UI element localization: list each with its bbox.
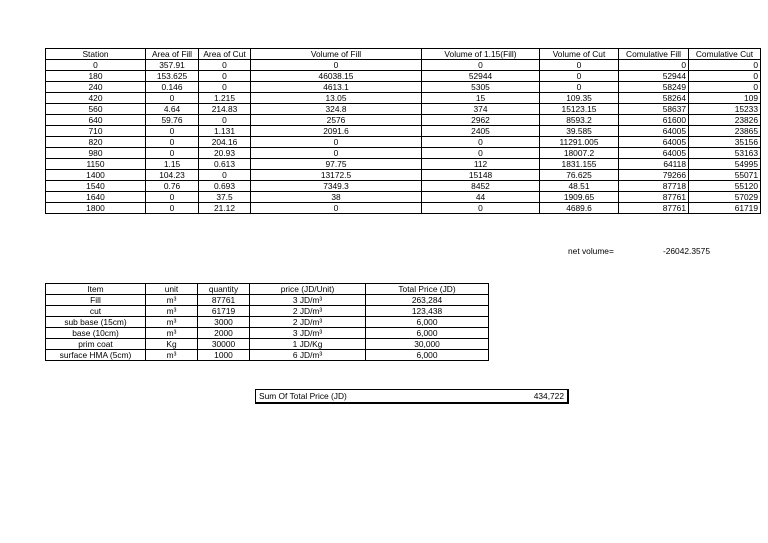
table-cell: 15 <box>422 93 540 104</box>
table-cell: 61719 <box>198 306 250 317</box>
table-cell: 0 <box>540 71 619 82</box>
price-table-row <box>46 306 489 317</box>
table-cell: 820 <box>46 137 146 148</box>
table-cell: 4613.1 <box>251 82 422 93</box>
table-cell: 2 JD/m³ <box>250 306 366 317</box>
volume-table-row <box>46 159 761 170</box>
table-cell: 61719 <box>689 203 761 214</box>
table-cell: 263,284 <box>366 295 489 306</box>
table-cell: 57029 <box>689 192 761 203</box>
table-cell: 0.693 <box>199 181 251 192</box>
table-cell: 0 <box>422 137 540 148</box>
table-cell: 0 <box>251 203 422 214</box>
table-cell: 109 <box>689 93 761 104</box>
table-cell: 6 JD/m³ <box>250 350 366 361</box>
table-cell: 3000 <box>198 317 250 328</box>
volume-table-row <box>46 115 761 126</box>
volume-table-row <box>46 93 761 104</box>
table-cell: 710 <box>46 126 146 137</box>
sum-total-box <box>255 389 569 404</box>
header-area-of-cut: Area of Cut <box>199 49 251 60</box>
table-cell: m³ <box>146 306 198 317</box>
table-cell: 15148 <box>422 170 540 181</box>
table-cell: 324.8 <box>251 104 422 115</box>
price-table-row <box>46 295 489 306</box>
header-area-of-fill: Area of Fill <box>146 49 199 60</box>
table-cell: 240 <box>46 82 146 93</box>
table-cell: cut <box>46 306 146 317</box>
table-cell: 0 <box>146 192 199 203</box>
table-cell: 55071 <box>689 170 761 181</box>
table-cell: 0 <box>146 137 199 148</box>
table-cell: 87761 <box>198 295 250 306</box>
volume-table-row <box>46 203 761 214</box>
table-cell: 374 <box>422 104 540 115</box>
volume-table-row <box>46 82 761 93</box>
table-cell: 38 <box>251 192 422 203</box>
table-cell: 2000 <box>198 328 250 339</box>
table-cell: 0 <box>146 93 199 104</box>
table-cell: 6,000 <box>366 350 489 361</box>
header-item: Item <box>46 284 146 295</box>
table-cell: sub base (15cm) <box>46 317 146 328</box>
table-cell: 4.64 <box>146 104 199 115</box>
table-cell: 0 <box>540 60 619 71</box>
table-cell: 0 <box>146 203 199 214</box>
header-total-price: Total Price (JD) <box>366 284 489 295</box>
table-cell: 2091.6 <box>251 126 422 137</box>
table-cell: Kg <box>146 339 198 350</box>
table-cell: 0 <box>146 148 199 159</box>
table-cell: 20.93 <box>199 148 251 159</box>
table-cell: 0 <box>199 115 251 126</box>
table-cell: 3 JD/m³ <box>250 295 366 306</box>
header-cumulative-cut: Comulative Cut <box>689 49 761 60</box>
table-cell: 980 <box>46 148 146 159</box>
table-cell: 109.35 <box>540 93 619 104</box>
table-cell: 0 <box>619 60 689 71</box>
table-cell: 13172.5 <box>251 170 422 181</box>
price-table-header-row <box>46 284 489 295</box>
table-cell: 6,000 <box>366 328 489 339</box>
table-cell: m³ <box>146 328 198 339</box>
volume-table-header-row <box>46 49 761 60</box>
table-cell: 15233 <box>689 104 761 115</box>
volume-table-row <box>46 181 761 192</box>
table-cell: 64005 <box>619 126 689 137</box>
table-cell: 48.51 <box>540 181 619 192</box>
table-cell: 64118 <box>619 159 689 170</box>
table-cell: 18007.2 <box>540 148 619 159</box>
table-cell: 420 <box>46 93 146 104</box>
table-cell: 1800 <box>46 203 146 214</box>
table-cell: 180 <box>46 71 146 82</box>
table-cell: 214.83 <box>199 104 251 115</box>
table-cell: base (10cm) <box>46 328 146 339</box>
volume-table-row <box>46 170 761 181</box>
table-cell: 0.76 <box>146 181 199 192</box>
table-cell: 0 <box>199 60 251 71</box>
table-cell: 64005 <box>619 148 689 159</box>
table-cell: 15123.15 <box>540 104 619 115</box>
table-cell: 1909.65 <box>540 192 619 203</box>
table-cell: 52944 <box>422 71 540 82</box>
table-cell: 0 <box>199 71 251 82</box>
table-cell: 8452 <box>422 181 540 192</box>
table-cell: 0 <box>199 82 251 93</box>
table-cell: 64005 <box>619 137 689 148</box>
table-cell: 6,000 <box>366 317 489 328</box>
table-cell: 11291.005 <box>540 137 619 148</box>
net-volume <box>568 246 710 257</box>
table-cell: 2576 <box>251 115 422 126</box>
table-cell: 97.75 <box>251 159 422 170</box>
table-cell: 87718 <box>619 181 689 192</box>
table-cell: 1150 <box>46 159 146 170</box>
table-cell: 0 <box>251 60 422 71</box>
table-cell: 54995 <box>689 159 761 170</box>
table-cell: 1.15 <box>146 159 199 170</box>
table-cell: 0 <box>199 170 251 181</box>
table-cell: 61600 <box>619 115 689 126</box>
table-cell: 5305 <box>422 82 540 93</box>
table-cell: 1.215 <box>199 93 251 104</box>
table-cell: 0 <box>251 148 422 159</box>
table-cell: 46038.15 <box>251 71 422 82</box>
table-cell: 58249 <box>619 82 689 93</box>
price-table-row <box>46 339 489 350</box>
table-cell: 30000 <box>198 339 250 350</box>
table-cell: 153.625 <box>146 71 199 82</box>
table-cell: 1831.155 <box>540 159 619 170</box>
table-cell: 0 <box>689 71 761 82</box>
header-station: Station <box>46 49 146 60</box>
table-cell: 1.131 <box>199 126 251 137</box>
sum-total-label: Sum Of Total Price (JD) <box>259 391 347 401</box>
volume-table <box>45 48 761 214</box>
price-table-row <box>46 350 489 361</box>
price-table-body <box>46 295 489 361</box>
table-cell: 7349.3 <box>251 181 422 192</box>
table-cell: 1640 <box>46 192 146 203</box>
table-cell: 76.625 <box>540 170 619 181</box>
table-cell: 640 <box>46 115 146 126</box>
table-cell: 79266 <box>619 170 689 181</box>
table-cell: 8593.2 <box>540 115 619 126</box>
table-cell: 0 <box>422 203 540 214</box>
table-cell: 2 JD/m³ <box>250 317 366 328</box>
table-cell: 59.76 <box>146 115 199 126</box>
table-cell: m³ <box>146 295 198 306</box>
table-cell: 53163 <box>689 148 761 159</box>
volume-table-row <box>46 137 761 148</box>
volume-table-row <box>46 148 761 159</box>
table-cell: 23826 <box>689 115 761 126</box>
table-cell: 23865 <box>689 126 761 137</box>
table-cell: 35156 <box>689 137 761 148</box>
table-cell: 0 <box>422 60 540 71</box>
header-volume-of-fill-115: Volume of 1.15(Fill) <box>422 49 540 60</box>
price-table <box>45 283 489 361</box>
volume-table-row <box>46 104 761 115</box>
header-quantity: quantity <box>198 284 250 295</box>
table-cell: 1000 <box>198 350 250 361</box>
table-cell: 0 <box>46 60 146 71</box>
table-cell: surface HMA (5cm) <box>46 350 146 361</box>
table-cell: 55120 <box>689 181 761 192</box>
table-cell: 0 <box>422 148 540 159</box>
table-cell: 1540 <box>46 181 146 192</box>
table-cell: 560 <box>46 104 146 115</box>
price-table-row <box>46 328 489 339</box>
table-cell: 13.05 <box>251 93 422 104</box>
table-cell: 104.23 <box>146 170 199 181</box>
table-cell: 2405 <box>422 126 540 137</box>
volume-table-row <box>46 71 761 82</box>
table-cell: 123,438 <box>366 306 489 317</box>
table-cell: 87761 <box>619 203 689 214</box>
table-cell: 30,000 <box>366 339 489 350</box>
volume-table-row <box>46 60 761 71</box>
table-cell: 357.91 <box>146 60 199 71</box>
table-cell: prim coat <box>46 339 146 350</box>
table-cell: 87761 <box>619 192 689 203</box>
header-volume-of-fill: Volume of Fill <box>251 49 422 60</box>
table-cell: 0 <box>251 137 422 148</box>
volume-table-row <box>46 192 761 203</box>
table-cell: 52944 <box>619 71 689 82</box>
table-cell: 0 <box>146 126 199 137</box>
table-cell: 37.5 <box>199 192 251 203</box>
table-cell: m³ <box>146 350 198 361</box>
table-cell: 112 <box>422 159 540 170</box>
table-cell: 1400 <box>46 170 146 181</box>
table-cell: 44 <box>422 192 540 203</box>
table-cell: 58637 <box>619 104 689 115</box>
table-cell: 2962 <box>422 115 540 126</box>
table-cell: Fill <box>46 295 146 306</box>
sum-total-value: 434,722 <box>533 391 564 401</box>
volume-table-body <box>46 60 761 214</box>
price-table-row <box>46 317 489 328</box>
table-cell: 3 JD/m³ <box>250 328 366 339</box>
net-volume-label: net volume= <box>568 246 614 256</box>
table-cell: 58264 <box>619 93 689 104</box>
header-price: price (JD/Unit) <box>250 284 366 295</box>
header-cumulative-fill: Comulative Fill <box>619 49 689 60</box>
table-cell: 4689.6 <box>540 203 619 214</box>
table-cell: 21.12 <box>199 203 251 214</box>
table-cell: 0 <box>540 82 619 93</box>
table-cell: 39.585 <box>540 126 619 137</box>
header-volume-of-cut: Volume of Cut <box>540 49 619 60</box>
header-unit: unit <box>146 284 198 295</box>
table-cell: 0.613 <box>199 159 251 170</box>
volume-table-row <box>46 126 761 137</box>
table-cell: 1 JD/Kg <box>250 339 366 350</box>
table-cell: m³ <box>146 317 198 328</box>
table-cell: 0 <box>689 82 761 93</box>
table-cell: 204.16 <box>199 137 251 148</box>
table-cell: 0.146 <box>146 82 199 93</box>
table-cell: 0 <box>689 60 761 71</box>
net-volume-value: -26042.3575 <box>662 246 710 256</box>
